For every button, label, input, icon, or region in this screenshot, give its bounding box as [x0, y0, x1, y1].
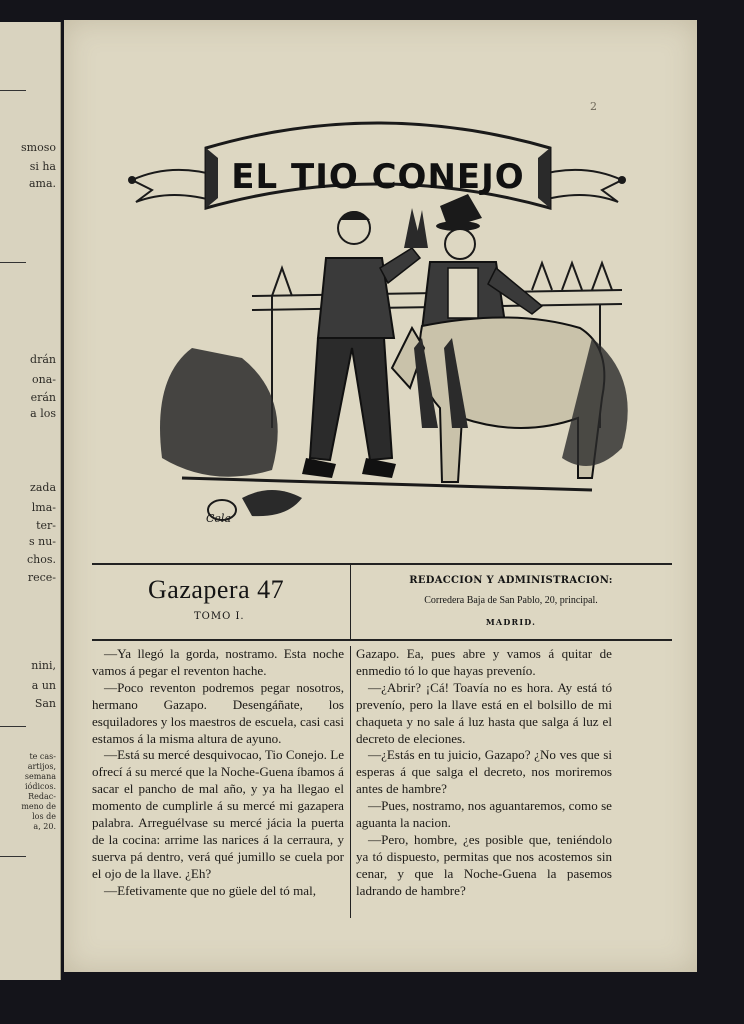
paragraph: —Pues, nostramo, nos aguantaremos, como se aguanta la nacion.	[356, 798, 612, 831]
paragraph: —¿Abrir? ¡Cá! Toavía no es hora. Ay está tó prevenío, pero la llave está en el bolsillo de mi chaqueta y no sale á luz hasta que salga á luz el decreto de eleciones.	[356, 679, 612, 746]
issue-number: Gazapera 47	[148, 575, 285, 604]
paragraph: —Poco reventon podremos pegar nosotros, hermano Gazapo. Desengáñate, los esquiladores y los maestros de escuela, casi casi estamos á la misma altura de ayuno.	[92, 679, 344, 746]
masthead-title: EL TIO CONEJO	[231, 157, 525, 197]
title-banner	[128, 123, 626, 208]
facing-text: nini,	[31, 659, 56, 672]
facing-text: rece-	[27, 571, 56, 584]
issue-header	[92, 563, 672, 641]
article-body	[92, 646, 672, 918]
facing-text: iódicos.	[25, 782, 56, 791]
column-rule	[0, 90, 26, 91]
paragraph: Gazapo. Ea, pues abre y vamos á quitar de enmedio tó lo que hayas prevenío.	[356, 646, 612, 678]
volume-label: TOMO I.	[194, 611, 245, 622]
facing-text: a un	[31, 679, 56, 692]
paragraph: —Está su mercé desquivocao, Tio Conejo. Le ofrecí á su mercé que la Noche-Guena íbamos á sacar el pancho de mal año, y ya ha llegao el momento de cumplirle á su mercé mi gazapera palabra. Arreguélvase su mercé jácia la puerta de la cocina: arrime las narices á la cerraura, y suerva pá dentro, verá qué jumillo se cuela por el ojo de la llave. ¿Eh?	[92, 747, 345, 881]
facing-text: Redac-	[28, 792, 56, 801]
facing-text: ona-	[32, 373, 56, 386]
office-city: MADRID.	[485, 617, 537, 627]
facing-text: a, 20.	[33, 822, 56, 831]
facing-text: lma-	[31, 501, 56, 514]
facing-text: chos.	[26, 553, 56, 566]
newspaper-page	[64, 20, 697, 972]
facing-text: meno de	[21, 802, 56, 811]
facing-text: si ha	[29, 160, 56, 173]
paragraph: —Pero, hombre, ¿es posible que, teniéndolo ya tó dispuesto, permitas que nos acostemos sin cenar, y que la Noche-Guena la pasemos ladrando de hambre?	[356, 831, 612, 898]
article-column-left	[92, 646, 344, 900]
column-rule	[0, 262, 26, 263]
column-rule	[0, 726, 26, 727]
facing-text: te cas-	[29, 752, 56, 761]
facing-text: drán	[30, 353, 56, 366]
facing-text: smoso	[21, 141, 56, 154]
facing-text: artijos,	[27, 762, 56, 771]
article-column-right	[356, 646, 612, 900]
facing-text: ter-	[36, 519, 56, 532]
column-divider	[350, 646, 351, 918]
masthead-illustration	[122, 98, 632, 538]
facing-text: erán	[30, 391, 56, 404]
facing-text: San	[34, 697, 56, 710]
office-heading: REDACCION Y ADMINISTRACION:	[409, 575, 613, 586]
facing-text: zada	[30, 481, 56, 494]
paragraph: —Efetivamente que no güele del tó mal,	[104, 882, 316, 898]
facing-page	[0, 22, 61, 980]
facing-text: semana	[24, 772, 56, 781]
paragraph: —Ya llegó la gorda, nostramo. Esta noche vamos á pegar el reventon hache.	[92, 646, 344, 678]
facing-text: ama.	[28, 177, 56, 190]
office-address: Corredera Baja de San Pablo, 20, principal.	[424, 595, 598, 606]
artist-signature: Cela	[206, 512, 232, 525]
figure-right-man	[422, 194, 542, 330]
facing-text: s nu-	[28, 535, 56, 548]
facing-text: los de	[32, 812, 56, 821]
facing-text: a los	[30, 407, 56, 420]
paragraph: —¿Estás en tu juicio, Gazapo? ¿No ves que si esperas á que salga el decreto, nos moriremos antes de hambre?	[356, 747, 612, 797]
column-rule	[0, 856, 26, 857]
bleed-through-page-number: 2	[590, 100, 597, 113]
